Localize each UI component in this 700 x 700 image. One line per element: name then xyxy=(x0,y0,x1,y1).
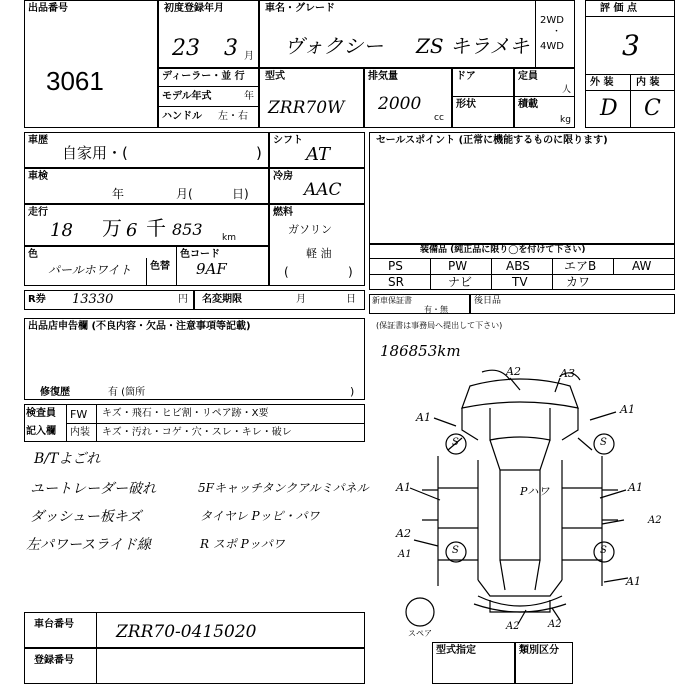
model-code-label: 型式 xyxy=(265,71,285,82)
registration-label: 初度登録年月 xyxy=(164,3,224,14)
lot-label: 出品番号 xyxy=(28,3,68,14)
owner-label: 後日品 xyxy=(474,296,502,306)
fuel-label: 燃料 xyxy=(273,207,293,218)
inspection-day: 日) xyxy=(232,187,249,201)
fuel-paren-close: ) xyxy=(348,265,353,279)
warranty-value: 有・無 xyxy=(424,305,448,314)
displacement-unit: cc xyxy=(434,113,444,123)
note-right-3: R スポ Pッパワ xyxy=(200,537,285,551)
registration-year: 23 xyxy=(172,36,200,61)
interior-grade: C xyxy=(644,96,661,121)
mark-roof-pawa: Pハワ xyxy=(520,485,550,498)
interior-label: 内 装 xyxy=(636,77,660,88)
mark-left-a1-mid: A1 xyxy=(396,481,411,494)
warranty-label: 新車保証書 xyxy=(372,296,412,305)
mark-right-a1-mid: A1 xyxy=(628,481,643,494)
spare-label: スペア xyxy=(408,629,432,638)
note-right-1: 5Fキャッチタンクアルミパネル xyxy=(198,481,369,495)
class-label: 類別区分 xyxy=(519,645,559,656)
model-year-label: モデル年式 xyxy=(162,91,212,102)
mileage-unit: km xyxy=(222,233,236,243)
mark-left-a1-rear: A1 xyxy=(398,549,412,560)
int-label: 内装 xyxy=(70,427,90,438)
repair-close: ) xyxy=(350,385,355,398)
equip-aw: AW xyxy=(632,259,652,273)
note-left-1: B/Tよごれ xyxy=(34,451,101,467)
capacity-label: 定員 xyxy=(518,71,538,82)
aircon-value: AAC xyxy=(304,180,342,200)
wheel-fr: S xyxy=(600,437,607,448)
int-items: キズ・汚れ・コゲ・穴・スレ・キレ・破レ xyxy=(102,427,292,438)
capacity-unit: 人 xyxy=(562,85,572,95)
sales-point-label: セールスポイント (正常に機能するものに限ります) xyxy=(376,135,608,146)
shift-label: シフト xyxy=(273,135,303,146)
displacement-value: 2000 xyxy=(378,94,422,114)
dealer-label: ディーラー・並 行 xyxy=(162,71,245,82)
mileage-v3: 853 xyxy=(172,220,203,239)
fw-label: FW xyxy=(70,408,88,421)
mileage-sen: 千 xyxy=(146,216,166,240)
odometer-note: 186853km xyxy=(380,342,461,360)
inspector-label-2: 記入欄 xyxy=(26,426,56,437)
note-left-2: ユートレーダー破れ xyxy=(30,481,156,497)
handle-value: 左・右 xyxy=(218,111,248,122)
lot-number: 3061 xyxy=(46,66,104,96)
color-label: 色 xyxy=(28,249,38,260)
mark-left-a1-top: A1 xyxy=(416,411,431,424)
mark-front-a2: A2 xyxy=(506,365,521,378)
deadline-label: 名変期限 xyxy=(202,294,242,305)
equip-tv: TV xyxy=(512,275,528,289)
mark-right-a1-low: A1 xyxy=(626,575,641,588)
equip-pw: PW xyxy=(448,259,468,273)
retouch-label: 色替 xyxy=(150,261,170,272)
wheel-fl: S xyxy=(452,437,459,448)
recycle-label: R券 xyxy=(28,294,46,305)
chassis-label: 車台番号 xyxy=(34,619,74,630)
shape-label: 形状 xyxy=(456,99,476,110)
load-label: 積載 xyxy=(518,99,538,110)
fw-items: キズ・飛石・ヒビ割・リペア跡・X要 xyxy=(102,408,269,419)
deadline-month: 月 xyxy=(296,294,306,305)
model-year-unit: 年 xyxy=(244,91,254,102)
recycle-value: 13330 xyxy=(72,292,114,307)
equip-sr: SR xyxy=(388,275,404,289)
shift-value: AT xyxy=(306,144,331,165)
drive-4wd: 4WD xyxy=(540,41,564,52)
door-label: ドア xyxy=(456,71,476,82)
mark-left-a2-low: A2 xyxy=(396,527,411,540)
mark-front-a3: A3 xyxy=(560,367,575,380)
note-right-2: タイヤレ Pッピ・パワ xyxy=(200,509,320,523)
reg-number-label: 登録番号 xyxy=(34,655,74,666)
fuel-paren-open: ( xyxy=(284,265,289,279)
model-grade-value: ZS キラメキ xyxy=(416,34,530,58)
history-close: ) xyxy=(256,144,262,162)
deadline-day: 日 xyxy=(346,294,356,305)
fuel-value: ガソリン xyxy=(288,223,332,236)
wheel-rl: S xyxy=(452,545,459,556)
registration-month-unit: 月 xyxy=(244,51,254,62)
equipment-label: 装備品 (純正品に限り◯を付けて下さい) xyxy=(420,245,586,255)
inspection-month: 月( xyxy=(176,187,193,201)
inspector-label-1: 検査員 xyxy=(26,408,56,419)
inspection-year: 年 xyxy=(112,187,125,201)
mark-rear-a2-right: A2 xyxy=(548,619,562,630)
history-value: 自家用・( xyxy=(62,144,128,162)
note-left-3: ダッシュー板キズ xyxy=(30,509,142,525)
mileage-v1: 18 xyxy=(50,220,73,241)
equip-navi: ナビ xyxy=(448,275,473,289)
model-name-value: ヴォクシー xyxy=(284,34,384,58)
drive-2wd: 2WD xyxy=(540,15,564,26)
mark-right-a1-top: A1 xyxy=(620,403,635,416)
declaration-label: 出品店申告欄 (不良内容・欠品・注意事項等記載) xyxy=(28,321,251,332)
equip-ps: PS xyxy=(388,259,403,273)
mileage-label: 走行 xyxy=(28,207,48,218)
color-code-value: 9AF xyxy=(196,260,227,278)
mark-right-a2-mid: A2 xyxy=(648,515,662,526)
model-code-value: ZRR70W xyxy=(268,98,345,118)
wheel-rr: S xyxy=(600,545,607,556)
recycle-yen: 円 xyxy=(178,294,188,305)
note-left-4: 左パワースライド線 xyxy=(26,537,151,553)
exterior-grade: D xyxy=(600,96,618,121)
equip-leather: カワ xyxy=(566,275,591,289)
equip-airbag: エアB xyxy=(564,259,597,273)
model-name-label: 車名・グレード xyxy=(265,3,335,14)
exterior-label: 外 装 xyxy=(590,77,614,88)
handle-label: ハンドル xyxy=(162,111,202,122)
color-code-label: 色コード xyxy=(180,249,220,260)
fuel-diesel: 軽 油 xyxy=(306,247,332,260)
repair-value: 有 (箇所 xyxy=(108,387,146,398)
registration-month: 3 xyxy=(224,36,238,61)
aircon-label: 冷房 xyxy=(273,171,293,182)
mileage-v2: 6 xyxy=(126,220,138,241)
drive-dot: ・ xyxy=(552,27,562,37)
mileage-man: 万 xyxy=(102,216,122,240)
chassis-value: ZRR70-0415020 xyxy=(116,622,257,642)
displacement-label: 排気量 xyxy=(368,71,398,82)
type-spec-label: 型式指定 xyxy=(436,645,476,656)
inspection-label: 車検 xyxy=(28,171,48,182)
color-value: パールホワイト xyxy=(48,263,132,277)
grade-value: 3 xyxy=(622,29,640,62)
load-unit: kg xyxy=(560,115,571,125)
diagram-note: (保証書は事務局へ提出して下さい) xyxy=(376,321,503,330)
grade-label: 評 価 点 xyxy=(600,3,637,14)
mark-rear-a2-left: A2 xyxy=(506,621,520,632)
equip-abs: ABS xyxy=(506,259,530,273)
history-label: 車歴 xyxy=(28,135,48,146)
repair-label: 修復歴 xyxy=(40,387,70,398)
